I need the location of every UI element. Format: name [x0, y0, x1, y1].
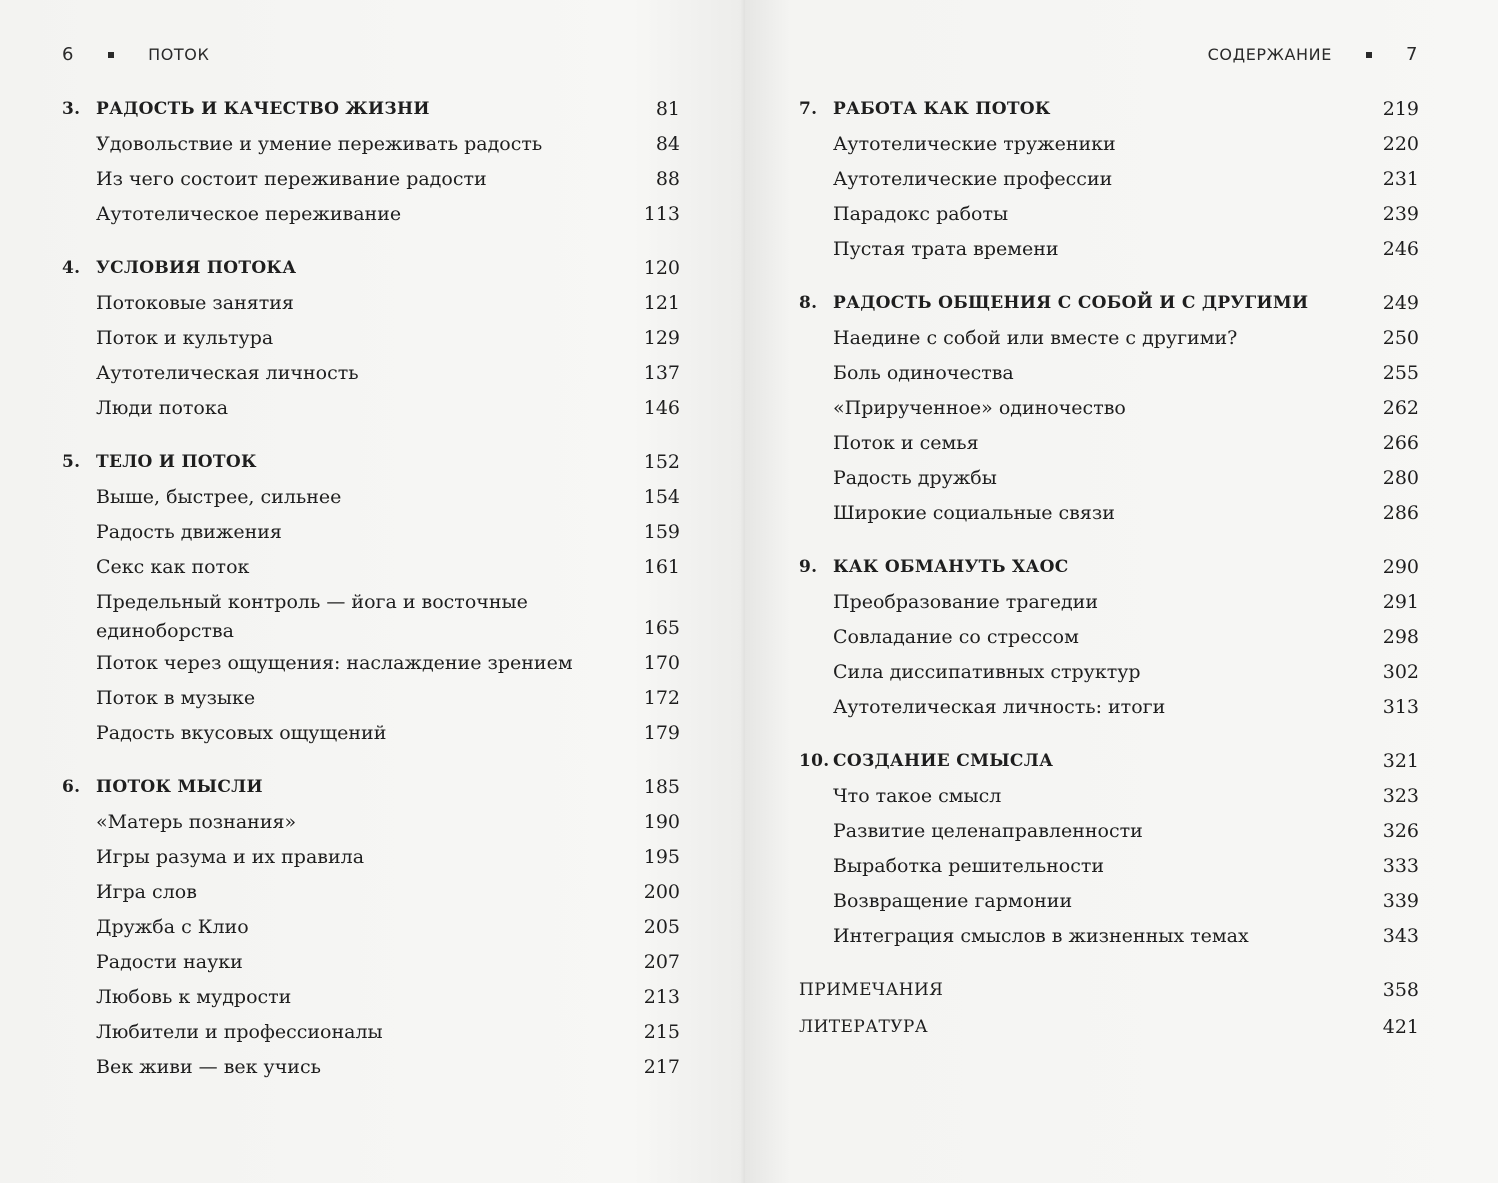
section-page: 255 — [1382, 362, 1419, 384]
toc-chapter — [62, 770, 680, 805]
chapter-number: 10. — [799, 751, 830, 771]
section-title: Поток и семья — [833, 432, 979, 454]
toc-section — [799, 814, 1419, 849]
section-page: 280 — [1382, 467, 1419, 489]
toc-back-matter — [799, 1010, 1419, 1045]
section-page: 262 — [1382, 397, 1419, 419]
section-title: Любители и профессионалы — [96, 1021, 383, 1043]
toc-section — [62, 1050, 680, 1085]
section-title: Совладание со стрессом — [833, 626, 1079, 648]
section-title: Широкие социальные связи — [833, 502, 1115, 524]
section-page: 205 — [643, 916, 680, 938]
section-page: 215 — [643, 1021, 680, 1043]
section-page: 84 — [655, 133, 680, 155]
left-page-header — [62, 44, 209, 65]
chapter-page: 249 — [1382, 292, 1419, 314]
section-page: 121 — [643, 292, 680, 314]
toc-section — [62, 480, 680, 515]
section-title: Поток в музыке — [96, 687, 256, 709]
toc-section — [799, 620, 1419, 655]
section-page: 266 — [1382, 432, 1419, 454]
chapter-title: СОЗДАНИЕ СМЫСЛА — [833, 751, 1054, 771]
toc-section — [62, 910, 680, 945]
section-page: 220 — [1382, 133, 1419, 155]
chapter-title: РАДОСТЬ ОБЩЕНИЯ С СОБОЙ И С ДРУГИМИ — [833, 293, 1309, 313]
section-title: Поток через ощущения: наслаждение зрением — [96, 652, 573, 674]
toc-chapter — [799, 92, 1419, 127]
toc-section — [799, 197, 1419, 232]
chapter-page: 152 — [643, 451, 680, 473]
toc-section — [799, 461, 1419, 496]
section-page: 217 — [643, 1056, 680, 1078]
section-title: Аутотелическая личность: итоги — [833, 696, 1166, 718]
section-title: Выработка решительности — [833, 855, 1105, 877]
section-title: Дружба с Клио — [96, 916, 249, 938]
section-page: 170 — [643, 652, 680, 674]
toc-section — [62, 646, 680, 681]
toc-section — [799, 426, 1419, 461]
section-page: 298 — [1382, 626, 1419, 648]
right-running-title: СОДЕРЖАНИЕ — [1207, 45, 1332, 64]
section-page: 286 — [1382, 502, 1419, 524]
section-page: 195 — [643, 846, 680, 868]
section-page: 165 — [643, 617, 680, 639]
chapter-title: РАБОТА КАК ПОТОК — [833, 99, 1051, 119]
section-page: 339 — [1382, 890, 1419, 912]
right-page-number: 7 — [1405, 44, 1418, 65]
chapter-page: 120 — [643, 257, 680, 279]
section-page: 246 — [1382, 238, 1419, 260]
section-title: Пустая трата времени — [833, 238, 1059, 260]
section-page: 343 — [1382, 925, 1419, 947]
section-title: Радость движения — [96, 521, 282, 543]
back-matter-title: ПРИМЕЧАНИЯ — [799, 980, 944, 1000]
toc-section — [799, 321, 1419, 356]
toc-section — [62, 945, 680, 980]
left-page-number: 6 — [62, 44, 75, 65]
section-title: Преобразование трагедии — [833, 591, 1099, 613]
toc-section — [799, 127, 1419, 162]
section-page: 172 — [643, 687, 680, 709]
toc-section — [62, 391, 680, 426]
section-title: Аутотелические профессии — [833, 168, 1113, 190]
section-title: Развитие целенаправленности — [833, 820, 1143, 842]
back-matter-title: ЛИТЕРАТУРА — [799, 1017, 929, 1037]
toc-section — [62, 585, 680, 646]
section-title: Игры разума и их правила — [96, 846, 365, 868]
section-page: 137 — [643, 362, 680, 384]
section-page: 213 — [643, 986, 680, 1008]
section-page: 291 — [1382, 591, 1419, 613]
section-page: 129 — [643, 327, 680, 349]
toc-chapter — [62, 92, 680, 127]
section-title: Парадокс работы — [833, 203, 1009, 225]
section-title: «Матерь познания» — [96, 811, 297, 833]
toc-section — [62, 127, 680, 162]
section-page: 250 — [1382, 327, 1419, 349]
section-page: 313 — [1382, 696, 1419, 718]
chapter-page: 81 — [655, 98, 680, 120]
toc-back-matter — [799, 973, 1419, 1008]
right-page-header — [1208, 44, 1418, 65]
section-title: Что такое смысл — [833, 785, 1002, 807]
chapter-number: 8. — [799, 293, 818, 313]
toc-section — [62, 162, 680, 197]
left-page — [0, 0, 745, 1183]
section-page: 302 — [1382, 661, 1419, 683]
toc-chapter — [799, 744, 1419, 779]
chapter-title: КАК ОБМАНУТЬ ХАОС — [833, 557, 1069, 577]
toc-chapter — [62, 251, 680, 286]
section-title: Аутотелическая личность — [96, 362, 359, 384]
section-page: 161 — [643, 556, 680, 578]
toc-section — [62, 356, 680, 391]
section-page: 190 — [643, 811, 680, 833]
section-title: Выше, быстрее, сильнее — [96, 486, 342, 508]
toc-section — [799, 690, 1419, 725]
section-title: Удовольствие и умение переживать радость — [96, 133, 543, 155]
section-page: 146 — [643, 397, 680, 419]
section-title: Поток и культура — [96, 327, 274, 349]
section-page: 326 — [1382, 820, 1419, 842]
section-page: 154 — [643, 486, 680, 508]
right-toc — [799, 92, 1419, 1045]
toc-section — [799, 655, 1419, 690]
section-title-line1: Предельный контроль — йога и восточные — [96, 591, 528, 613]
section-page: 333 — [1382, 855, 1419, 877]
chapter-page: 290 — [1382, 556, 1419, 578]
chapter-title: ПОТОК МЫСЛИ — [96, 777, 263, 797]
toc-section — [799, 919, 1419, 954]
toc-section — [62, 321, 680, 356]
left-running-title: ПОТОК — [148, 45, 210, 64]
chapter-number: 7. — [799, 99, 818, 119]
toc-section — [799, 779, 1419, 814]
section-page: 200 — [643, 881, 680, 903]
section-title: Век живи — век учись — [96, 1056, 321, 1078]
header-bullet-icon — [1366, 52, 1372, 58]
section-title: Люди потока — [96, 397, 229, 419]
back-matter-page: 421 — [1382, 1016, 1419, 1038]
section-title: Радости науки — [96, 951, 243, 973]
chapter-number: 5. — [62, 452, 81, 472]
chapter-page: 219 — [1382, 98, 1419, 120]
toc-section — [62, 197, 680, 232]
toc-chapter — [62, 445, 680, 480]
toc-section — [62, 286, 680, 321]
chapter-page: 321 — [1382, 750, 1419, 772]
left-toc — [62, 92, 680, 1085]
chapter-number: 6. — [62, 777, 81, 797]
toc-section — [799, 162, 1419, 197]
section-title: Игра слов — [96, 881, 197, 903]
section-title: Наедине с собой или вместе с другими? — [833, 327, 1238, 349]
toc-section — [62, 716, 680, 751]
section-title: Из чего состоит переживание радости — [96, 168, 487, 190]
section-title: «Прирученное» одиночество — [833, 397, 1126, 419]
section-page: 88 — [655, 168, 680, 190]
section-title: Потоковые занятия — [96, 292, 294, 314]
toc-section — [799, 356, 1419, 391]
section-page: 113 — [643, 203, 680, 225]
section-title: Сила диссипативных структур — [833, 661, 1141, 683]
toc-section — [62, 980, 680, 1015]
chapter-number: 4. — [62, 258, 81, 278]
section-page: 239 — [1382, 203, 1419, 225]
section-page: 207 — [643, 951, 680, 973]
toc-section — [62, 550, 680, 585]
section-title: Радость дружбы — [833, 467, 997, 489]
toc-section — [62, 515, 680, 550]
toc-section — [799, 849, 1419, 884]
section-title: Секс как поток — [96, 556, 250, 578]
chapter-page: 185 — [643, 776, 680, 798]
section-page: 323 — [1382, 785, 1419, 807]
section-title: Боль одиночества — [833, 362, 1014, 384]
section-page: 231 — [1382, 168, 1419, 190]
chapter-title: УСЛОВИЯ ПОТОКА — [96, 258, 297, 278]
chapter-title: ТЕЛО И ПОТОК — [96, 452, 257, 472]
toc-section — [62, 875, 680, 910]
section-title-line2: единоборства — [96, 620, 234, 642]
section-title: Аутотелические труженики — [833, 133, 1116, 155]
toc-section — [62, 805, 680, 840]
toc-section — [799, 496, 1419, 531]
chapter-title: РАДОСТЬ И КАЧЕСТВО ЖИЗНИ — [96, 99, 430, 119]
toc-section — [799, 585, 1419, 620]
section-title: Радость вкусовых ощущений — [96, 722, 387, 744]
right-page — [745, 0, 1498, 1183]
section-page: 159 — [643, 521, 680, 543]
section-title: Возвращение гармонии — [833, 890, 1073, 912]
toc-chapter — [799, 286, 1419, 321]
toc-chapter — [799, 550, 1419, 585]
back-matter-page: 358 — [1382, 979, 1419, 1001]
section-title: Аутотелическое переживание — [96, 203, 402, 225]
header-bullet-icon — [108, 52, 114, 58]
chapter-number: 9. — [799, 557, 818, 577]
toc-section — [62, 681, 680, 716]
toc-section — [799, 391, 1419, 426]
chapter-number: 3. — [62, 99, 81, 119]
section-title: Интеграция смыслов в жизненных темах — [833, 925, 1249, 947]
toc-section — [62, 1015, 680, 1050]
toc-section — [62, 840, 680, 875]
section-title: Любовь к мудрости — [96, 986, 292, 1008]
section-page: 179 — [643, 722, 680, 744]
toc-section — [799, 232, 1419, 267]
toc-section — [799, 884, 1419, 919]
